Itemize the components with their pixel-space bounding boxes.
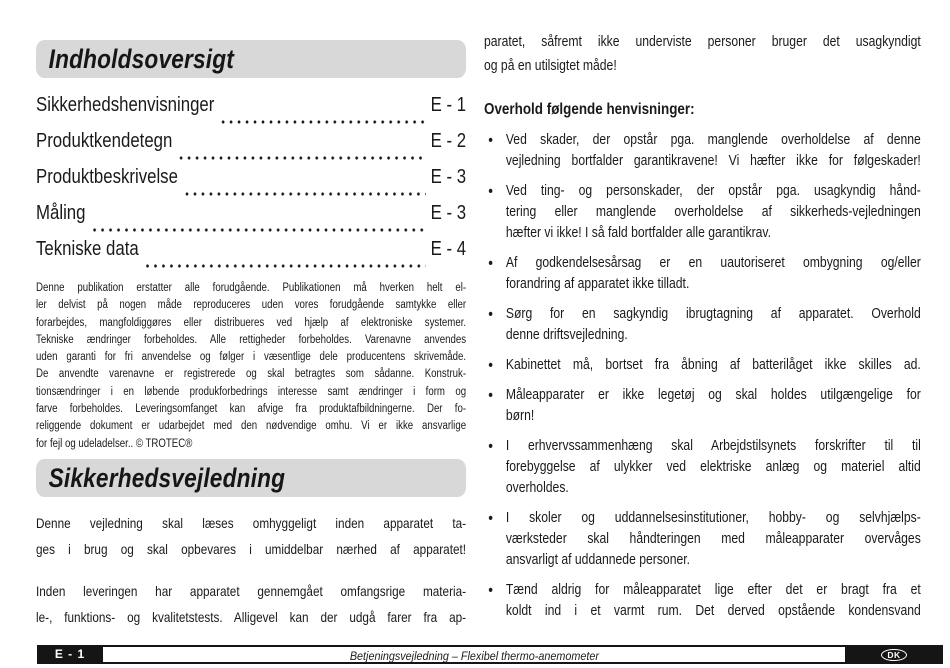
imprint-line: Tekniske ændringer forbeholdes. Alle rettigheder forbeholdes. Varenavne anvendes xyxy=(36,333,467,346)
safety-bullet xyxy=(484,181,921,244)
bullet-line: vejledning bortfalder garantikravene! Vi hæfter ikke for følgeskader! xyxy=(505,153,921,169)
bullet-line: • Tænd aldrig for måleapparatet lige efter det er bragt fra et xyxy=(505,582,921,598)
imprint-line: ler delvist på nogen måde reproduceres uden vores forudgående samtykke eller xyxy=(36,299,467,312)
bullet-line: • Ved skader, der opstår pga. manglende overholdelse af denne xyxy=(505,132,921,148)
bullet-line: ansvarligt af uddannede personer. xyxy=(505,552,691,568)
safety-bullet xyxy=(484,130,921,172)
bullet-line: • I erhvervssammenhæng skal Arbejdstilsynets forskrifter til til xyxy=(505,438,921,454)
toc-dotted-leader xyxy=(177,156,425,160)
bullet-line: hæfter vi ikke! I så fald bortfalder alle garantikrav. xyxy=(505,225,771,241)
toc-entry-page: E - 3 xyxy=(430,202,467,224)
imprint-line: farve forbeholdes. Leveringsomfanget kan afvige fra produktafbildningerne. Der fo- xyxy=(36,403,467,416)
toc-entry-label: Sikkerhedshenvisninger xyxy=(36,94,215,116)
toc-entry-page: E - 3 xyxy=(430,166,467,188)
imprint-line: religgende dokument er udarbejdet med den nødvendige omhu. Vi er ikke ansvarlige xyxy=(36,420,467,433)
safety-bullet xyxy=(484,304,921,346)
toc-entry xyxy=(36,166,466,202)
toc-dotted-leader xyxy=(219,120,425,124)
footer-bar xyxy=(37,645,943,664)
safety-bullet xyxy=(484,508,921,571)
bullet-line: tering eller manglende overholdelse af sikkerheds-vejledningen xyxy=(505,204,921,220)
safety-title: Sikkerhedsvejledning xyxy=(48,462,286,493)
notes-heading: Overhold følgende henvisninger: xyxy=(484,101,695,118)
safety-paragraph-1 xyxy=(36,510,466,562)
safety-bullet xyxy=(484,436,921,499)
footer-page-number: E - 1 xyxy=(37,645,103,664)
bullet-line: koldt ind i et varmt rum. Det derved opstående kondensvand xyxy=(505,603,921,619)
imprint-paragraph xyxy=(36,280,466,453)
toc-entry-label: Måling xyxy=(36,202,86,224)
left-column xyxy=(36,40,466,630)
toc-entry xyxy=(36,130,466,166)
bullet-line: værksteder skal håndteringen med måleapparater overvåges xyxy=(505,531,921,547)
bullet-line: forebyggelse af ulykker ved elektriske anlæg og materiel altid xyxy=(505,459,921,475)
safety-bullet xyxy=(484,253,921,295)
toc-entry-page: E - 4 xyxy=(430,238,467,260)
footer-caption: Betjeningsvejledning – Flexibel thermo-anemometer xyxy=(349,649,599,663)
bullet-line: overholdes. xyxy=(505,480,569,496)
safety-header-bar xyxy=(36,459,466,497)
safety-bullet xyxy=(484,355,921,376)
bullet-line: forandring af apparatet ikke tilladt. xyxy=(505,276,690,292)
toc-entry-page: E - 1 xyxy=(430,94,467,116)
imprint-line: tionsændringer i en løbende produkforbedrings interesse samt ændringer i form og xyxy=(36,385,467,398)
bullet-line: • Kabinettet må, bortset fra åbning af batterilåget ikke skilles ad. xyxy=(505,357,921,373)
continued-paragraph xyxy=(484,30,921,78)
toc-entry xyxy=(36,94,466,130)
toc-entry-label: Tekniske data xyxy=(36,238,139,260)
toc-entry-label: Produktbeskrivelse xyxy=(36,166,178,188)
safety-bullet xyxy=(484,580,921,622)
imprint-line: for fejl og udeladelser.. © TROTEC® xyxy=(36,437,193,450)
bullet-line: børn! xyxy=(505,408,535,424)
toc-entry xyxy=(36,238,466,274)
bullet-line: • Sørg for en sagkyndig ibrugtagning af apparatet. Overhold xyxy=(505,306,921,322)
footer-country-box xyxy=(845,645,943,664)
toc-list xyxy=(36,94,466,274)
dk-country-badge: DK xyxy=(881,649,906,661)
toc-entry-label: Produktkendetegn xyxy=(36,130,173,152)
toc-dotted-leader xyxy=(144,264,426,268)
paragraph-line: Inden leveringen har apparatet gennemgået omfangsrige materia- xyxy=(36,582,467,599)
bullet-line: • I skoler og uddannelsesinstitutioner, hobby- og selvhjælps- xyxy=(505,510,921,526)
toc-entry xyxy=(36,202,466,238)
bullet-line: denne driftsvejledning. xyxy=(505,327,628,343)
toc-dotted-leader xyxy=(91,228,426,232)
bullet-line: • Af godkendelsesårsag er en uautoriseret ombygning og/eller xyxy=(505,255,921,271)
paragraph-line: Denne vejledning skal læses omhyggeligt inden apparatet ta- xyxy=(36,514,467,531)
toc-dotted-leader xyxy=(183,192,426,196)
safety-bullet xyxy=(484,385,921,427)
imprint-line: Denne publikation erstatter alle forudgående. Publikationen må hverken helt el- xyxy=(36,282,467,294)
paragraph-line: paratet, såfremt ikke underviste personer bruger det usagkyndigt xyxy=(484,34,921,50)
imprint-line: forarbejdes, mangfoldiggøres eller distribueres ved hjælp af elektroniske systemer. xyxy=(36,316,467,329)
paragraph-line: og på en utilsigtet måde! xyxy=(484,58,617,74)
safety-paragraph-2 xyxy=(36,578,466,630)
toc-header-bar xyxy=(36,40,466,78)
safety-bullet-list xyxy=(484,130,921,622)
paragraph-line: le-, funktions- og kvalitetstests. Alligevel kan der udgå farer fra ap- xyxy=(36,608,467,625)
toc-entry-page: E - 2 xyxy=(430,130,467,152)
paragraph-line: ges i brug og skal opbevares i umiddelbar nærhed af apparatet! xyxy=(36,540,467,557)
imprint-line: uden garanti for fri anvendelse og følger i væsentlige dele producentens skrivemåde. xyxy=(36,351,467,364)
imprint-line: De anvendte varenavne er registrerede og skal betragtes som sådanne. Konstruk- xyxy=(36,368,467,381)
right-column xyxy=(484,30,921,631)
bullet-line: • Ved ting- og personskader, der opstår pga. usagkyndig hånd- xyxy=(505,183,921,199)
footer-caption-strip xyxy=(103,645,845,664)
toc-title: Indholdsoversigt xyxy=(48,44,235,74)
bullet-line: • Måleapparater er ikke legetøj og skal holdes utilgængelige for xyxy=(505,387,921,403)
